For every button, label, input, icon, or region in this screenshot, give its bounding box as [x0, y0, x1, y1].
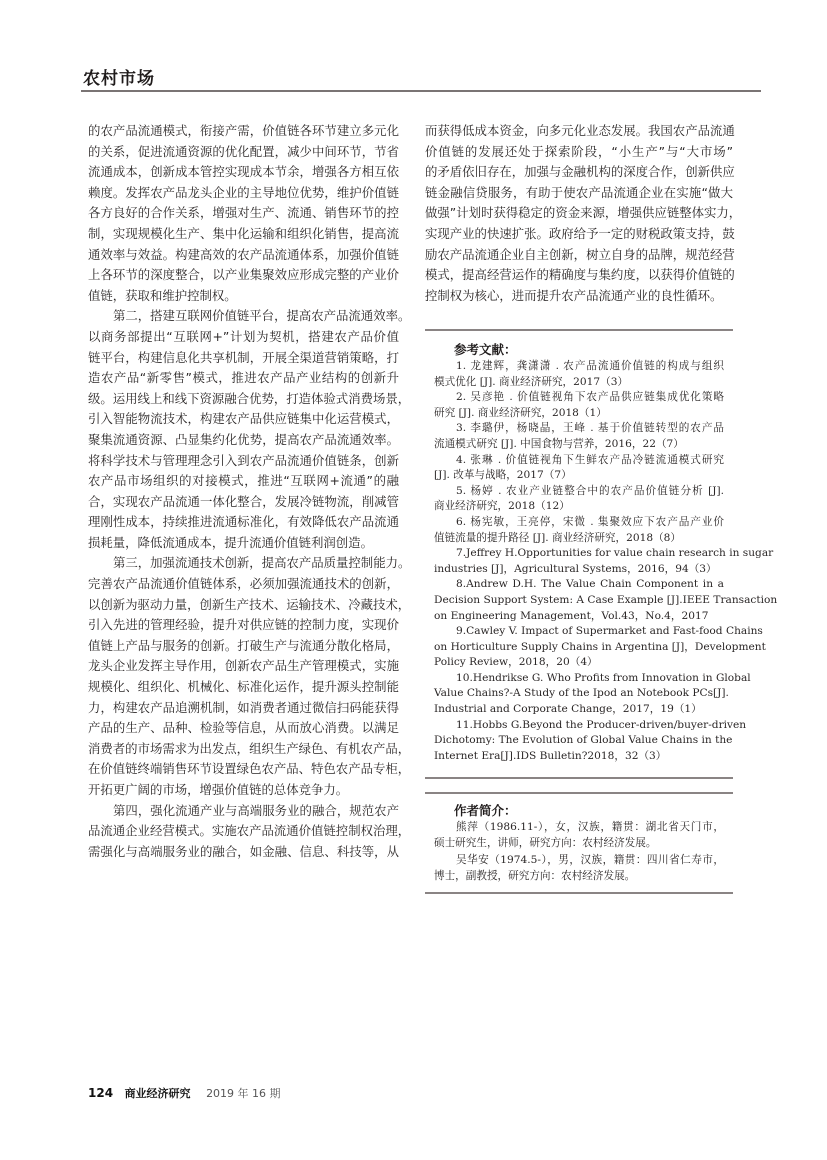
reference-item: [434, 484, 724, 515]
reference-item-line: Dichotomy: The Evolution of Global Value Chains in the: [434, 734, 733, 747]
body-text-line: 聚集流通资源、凸显集约化优势，提高农产品流通效率。: [88, 431, 399, 447]
reference-item-line: 6. 杨宪敏，王亮停，宋微 . 集聚效应下农产品产业价: [456, 515, 724, 528]
body-text-line: 引入智能物流技术，构建农产品供应链集中化运营模式，: [88, 411, 399, 427]
reference-item: [434, 453, 724, 484]
body-text-line: 需强化与高端服务业的融合，如金融、信息、科技等，从: [88, 843, 399, 859]
reference-item-line: on Horticulture Supply Chains in Argentina [J]，Development: [434, 640, 766, 653]
body-text-line: 合，实现农产品流通一体化整合，发展冷链物流，削减管: [88, 493, 399, 509]
author-bio: [434, 819, 724, 852]
reference-item-line: [J]. 改革与战略，2017（7）: [434, 469, 572, 482]
author-bio-line: 硕士研究生，讲师，研究方向：农村经济发展。: [434, 837, 657, 850]
body-text-line: 农产品市场组织的对接模式，推进“互联网+流通”的融: [88, 473, 399, 489]
reference-item-line: 流通模式研究 [J]. 中国食物与营养，2016，22（7）: [434, 437, 684, 450]
body-text-line: 链平台，构建信息化共享机制，开展全渠道营销策略，打: [88, 349, 399, 365]
body-text-line: 实现产业的快速扩张。政府给予一定的财税政策支持，鼓: [425, 225, 735, 241]
body-text-line: 以创新为驱动力量，创新生产技术、运输技术、冷藏技术，: [88, 596, 411, 612]
reference-item-line: Value Chains?-A Study of the Ipod an Notebook PCs[J].: [434, 687, 729, 700]
body-text-line: 损耗量，降低流通成本，提升流通价值链利润创造。: [88, 534, 373, 550]
body-text-line: 将科学技术与管理理念引入到农产品流通价值链条，创新: [88, 452, 399, 468]
references-title: 参考文献：: [454, 342, 517, 357]
references-list: [434, 359, 778, 764]
reference-item-line: 商业经济研究，2018（12）: [434, 500, 570, 513]
reference-item-line: 1. 龙建辉，龚潇潇 . 农产品流通价值链的构成与组织: [456, 360, 724, 372]
reference-item-line: industries [J]，Agricultural Systems，2016，94（3）: [434, 562, 717, 575]
authors-title: 作者简介：: [454, 803, 517, 818]
body-text-line: 引入先进的管理经验，提升对供应链的控制力度，实现价: [88, 617, 399, 633]
section-header: 农村市场: [83, 69, 155, 89]
body-text-line: 值链，获取和维护控制权。: [88, 287, 237, 303]
body-text-line: 第四，强化流通产业与高端服务业的融合，规范农产: [113, 802, 399, 818]
body-text-line: 做强”计划时获得稳定的资金来源，增强供应链整体实力，: [425, 205, 742, 221]
body-text-line: 各方良好的合作关系，增强对生产、流通、销售环节的控: [88, 205, 399, 221]
issue-label: 2019 年 16 期: [206, 1087, 281, 1100]
body-text-line: 龙头企业发挥主导作用，创新农产品生产管理模式，实施: [88, 658, 399, 674]
body-text-line: 第三，加强流通技术创新，提高农产品质量控制能力。: [113, 555, 411, 571]
reference-item-line: 研究 [J]. 商业经济研究，2018（1）: [434, 406, 607, 419]
body-text-line: 规模化、组织化、机械化、标准化运作，提升源头控制能: [88, 679, 399, 695]
reference-item: [434, 718, 747, 765]
author-bio-line: 博士，副教授，研究方向：农村经济发展。: [434, 870, 636, 883]
body-text-line: 的矛盾依旧存在，加强与金融机构的深度合作，创新供应: [425, 164, 735, 180]
left-column: [88, 121, 411, 862]
reference-item-line: 3. 李璐伊，杨晓晶，王峰 . 基于价值链转型的农产品: [456, 422, 724, 435]
body-text-line: 消费者的市场需求为出发点，组织生产绿色、有机农产品，: [88, 740, 411, 756]
body-text-line: 的农产品流通模式，衔接产需，价值链各环节建立多元化: [88, 123, 399, 138]
authors-list: [434, 819, 724, 885]
body-text-line: 制，实现规模化生产、集中化运输和组织化销售，提高流: [88, 225, 399, 241]
reference-item-line: 值链流量的提升路径 [J]. 商业经济研究，2018（8）: [434, 531, 682, 544]
body-text-line: 力，构建农产品追溯机制，如消费者通过微信扫码能获得: [88, 699, 399, 715]
references-end-rule: [425, 777, 733, 779]
body-text-line: 价值链的发展还处于探索阶段，“小生产”与“大市场”: [425, 143, 733, 159]
body-text-line: 在价值链终端销售环节设置绿色农产品、特色农产品专柜，: [88, 761, 411, 777]
author-bio-line: 熊萍（1986.11-），女，汉族，籍贯：湖北省天门市，: [456, 821, 724, 833]
body-text-line: 开拓更广阔的市场，增强价值链的总体竞争力。: [88, 782, 349, 797]
author-bio: [434, 852, 724, 885]
author-bio-line: 吴华安（1974.5-），男，汉族，籍贯：四川省仁寿市，: [456, 853, 724, 866]
body-text-line: 流通成本，创新成本管控实现成本节余，增强各方相互依: [88, 164, 399, 180]
reference-item-line: Internet Era[J].IDS Bulletin?2018，32（3）: [434, 749, 667, 762]
body-text-line: 上各环节的深度整合，以产业集聚效应形成完整的产业价: [88, 267, 399, 283]
body-text-line: 赖度。发挥农产品龙头企业的主导地位优势，维护价值链: [88, 184, 399, 200]
reference-item-line: 8.Andrew D.H. The Value Chain Component in a: [456, 578, 724, 591]
body-text-line: 控制权为核心，进而提升农产品流通产业的良性循环。: [425, 287, 723, 303]
reference-item-line: Policy Review，2018，20（4）: [434, 656, 598, 669]
reference-item-line: 9.Cawley V. Impact of Supermarket and Fast-food Chains: [456, 625, 763, 638]
reference-item-line: 2. 吴彦艳 . 价值链视角下农产品供应链集成优化策略: [456, 391, 724, 404]
body-text-line: 第二，搭建互联网价值链平台，提高农产品流通效率。: [113, 308, 411, 324]
body-text-line: 通效率与效益。构建高效的农产品流通体系，加强价值链: [88, 246, 399, 262]
reference-item-line: 7.Jeffrey H.Opportunities for value chain research in sugar: [456, 547, 774, 560]
reference-item-line: 4. 张琳 . 价值链视角下生鲜农产品冷链流通模式研究: [456, 453, 724, 466]
reference-item: [434, 577, 778, 624]
body-text-line: 的关系，促进流通资源的优化配置，减少中间环节，节省: [88, 143, 399, 159]
reference-item-line: Decision Support System: A Case Example [J].IEEE Transaction: [434, 593, 778, 606]
reference-item-line: 5. 杨婷 . 农业产业链整合中的农产品价值链分析 [J].: [456, 484, 724, 497]
body-text-line: 值链上产品与服务的创新。打破生产与流通分散化格局，: [88, 637, 399, 653]
reference-item-line: 模式优化 [J]. 商业经济研究，2017（3）: [434, 375, 629, 388]
reference-item: [434, 390, 724, 421]
journal-name: 商业经济研究: [124, 1087, 191, 1100]
authors-end-rule: [425, 892, 733, 894]
reference-item: [434, 624, 766, 671]
body-text-line: 以商务部提出“互联网+”计划为契机，搭建农产品价值: [88, 328, 399, 344]
header-rule: [81, 90, 761, 92]
reference-item-line: Industrial and Corporate Change，2017，19（1）: [434, 703, 702, 716]
reference-item: [434, 515, 724, 546]
body-text-line: 而获得低成本资金，向多元化业态发展。我国农产品流通: [425, 123, 735, 138]
body-text-line: 造农产品“新零售”模式，推进农产品产业结构的创新升: [88, 370, 399, 386]
references-divider: [425, 329, 733, 331]
body-text-line: 级。运用线上和线下资源融合优势，打造体验式消费场景，: [88, 390, 411, 406]
body-text-line: 完善农产品流通价值链体系，必须加强流通技术的创新，: [88, 576, 399, 592]
body-text-line: 模式，提高经营运作的精确度与集约度，以获得价值链的: [425, 267, 735, 283]
authors-divider: [425, 792, 733, 794]
body-text-line: 链金融信贷服务，有助于使农产品流通企业在实施“做大: [425, 184, 733, 200]
reference-item-line: on Engineering Management，Vol.43，No.4，2017: [434, 609, 709, 622]
reference-item: [434, 359, 724, 390]
reference-item: [434, 671, 751, 718]
body-text-line: 理刚性成本，持续推进流通标准化，有效降低农产品流通: [88, 514, 399, 530]
reference-item-line: 11.Hobbs G.Beyond the Producer-driven/buyer-driven: [456, 718, 747, 731]
right-column: [425, 121, 742, 306]
reference-item: [434, 421, 724, 452]
body-text-line: 励农产品流通企业自主创新，树立自身的品牌，规范经营: [425, 246, 735, 262]
page-number: 124: [88, 1086, 114, 1100]
reference-item-line: 10.Hendrikse G. Who Profits from Innovation in Global: [456, 671, 751, 684]
body-text-line: 品流通企业经营模式。实施农产品流通价值链控制权治理，: [88, 823, 411, 839]
reference-item: [434, 546, 774, 577]
body-text-line: 产品的生产、品种、检验等信息，从而放心消费。以满足: [88, 720, 399, 736]
page-footer: [88, 1085, 281, 1101]
